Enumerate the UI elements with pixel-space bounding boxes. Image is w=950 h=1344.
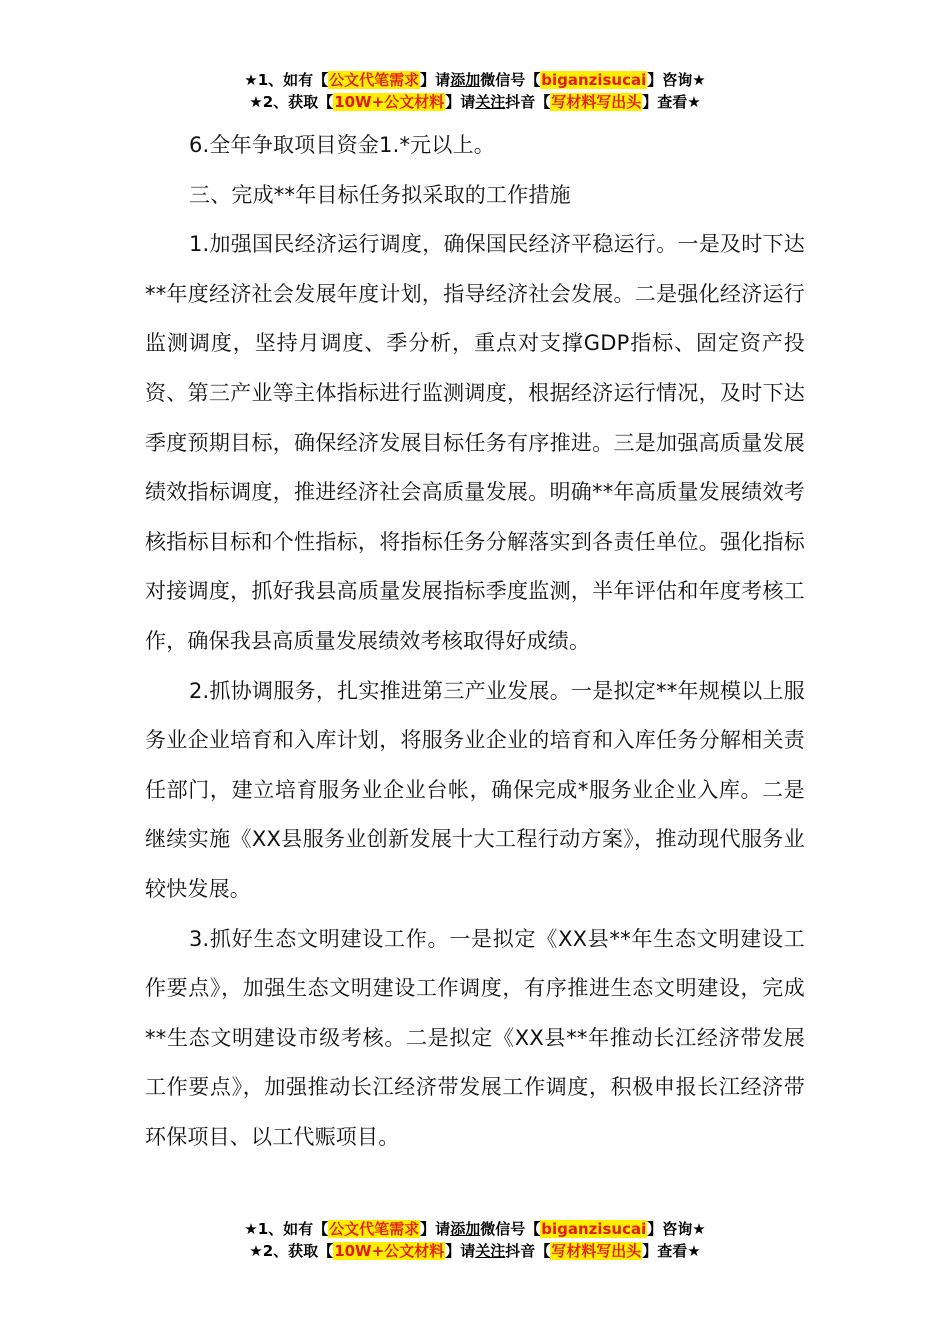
highlight-douyin-account: 写材料写出头 bbox=[551, 1242, 642, 1260]
section-heading-measures: 三、完成**年目标任务拟采取的工作措施 bbox=[189, 182, 571, 207]
top-promo-banner bbox=[0, 69, 950, 113]
highlight-service: 公文代笔需求 bbox=[329, 1220, 420, 1238]
paragraph-tertiary-industry: 2.抓协调服务，扎实推进第三产业发展。一是拟定**年规模以上服务业企业培育和入库计划，将服务业企业的培育和入库任务分解相关责任部门，建立培育服务业企业台帐，确保完成*服务业企业入库。二是继续实施《XX县服务业创新发展十大工程行动方案》，推动现代服务业较快发展。 bbox=[145, 678, 805, 901]
promo-line-1: ★1、如有【公文代笔需求】请添加微信号【biganzisucai】咨询★ bbox=[244, 71, 706, 89]
document-body bbox=[145, 121, 805, 1162]
promo-line-2: ★2、获取【10W+公文材料】请关注抖音【写材料写出头】查看★ bbox=[249, 1242, 701, 1260]
highlight-service: 公文代笔需求 bbox=[329, 71, 420, 89]
promo-line-1: ★1、如有【公文代笔需求】请添加微信号【biganzisucai】咨询★ bbox=[244, 1220, 706, 1238]
promo-line-2: ★2、获取【10W+公文材料】请关注抖音【写材料写出头】查看★ bbox=[249, 93, 701, 111]
highlight-wechat-id: biganzisucai bbox=[541, 71, 647, 89]
highlight-materials: 10W+公文材料 bbox=[334, 93, 445, 111]
paragraph-funding-target: 6.全年争取项目资金1.*元以上。 bbox=[189, 133, 495, 157]
highlight-douyin-account: 写材料写出头 bbox=[551, 93, 642, 111]
paragraph-ecological-civilization: 3.抓好生态文明建设工作。一是拟定《XX县**年生态文明建设工作要点》，加强生态文明建设工作调度，有序推进生态文明建设，完成**生态文明建设市级考核。二是拟定《XX县**年推动长江经济带发展工作要点》，加强推动长江经济带发展工作调度，积极申报长江经济带环保项目、以工代赈项目。 bbox=[145, 926, 805, 1149]
paragraph-economic-regulation: 1.加强国民经济运行调度，确保国民经济平稳运行。一是及时下达**年度经济社会发展年度计划，指导经济社会发展。二是强化经济运行监测调度，坚持月调度、季分析，重点对支撑GDP指标、固定资产投资、第三产业等主体指标进行监测调度，根据经济运行情况，及时下达季度预期目标，确保经济发展目标任务有序推进。三是加强高质量发展绩效指标调度，推进经济社会高质量发展。明确**年高质量发展绩效考核指标目标和个性指标，将指标任务分解落实到各责任单位。强化指标对接调度，抓好我县高质量发展指标季度监测，半年评估和年度考核工作，确保我县高质量发展绩效考核取得好成绩。 bbox=[145, 232, 805, 653]
highlight-materials: 10W+公文材料 bbox=[334, 1242, 445, 1260]
bottom-promo-banner bbox=[0, 1218, 950, 1262]
highlight-wechat-id: biganzisucai bbox=[541, 1220, 647, 1238]
